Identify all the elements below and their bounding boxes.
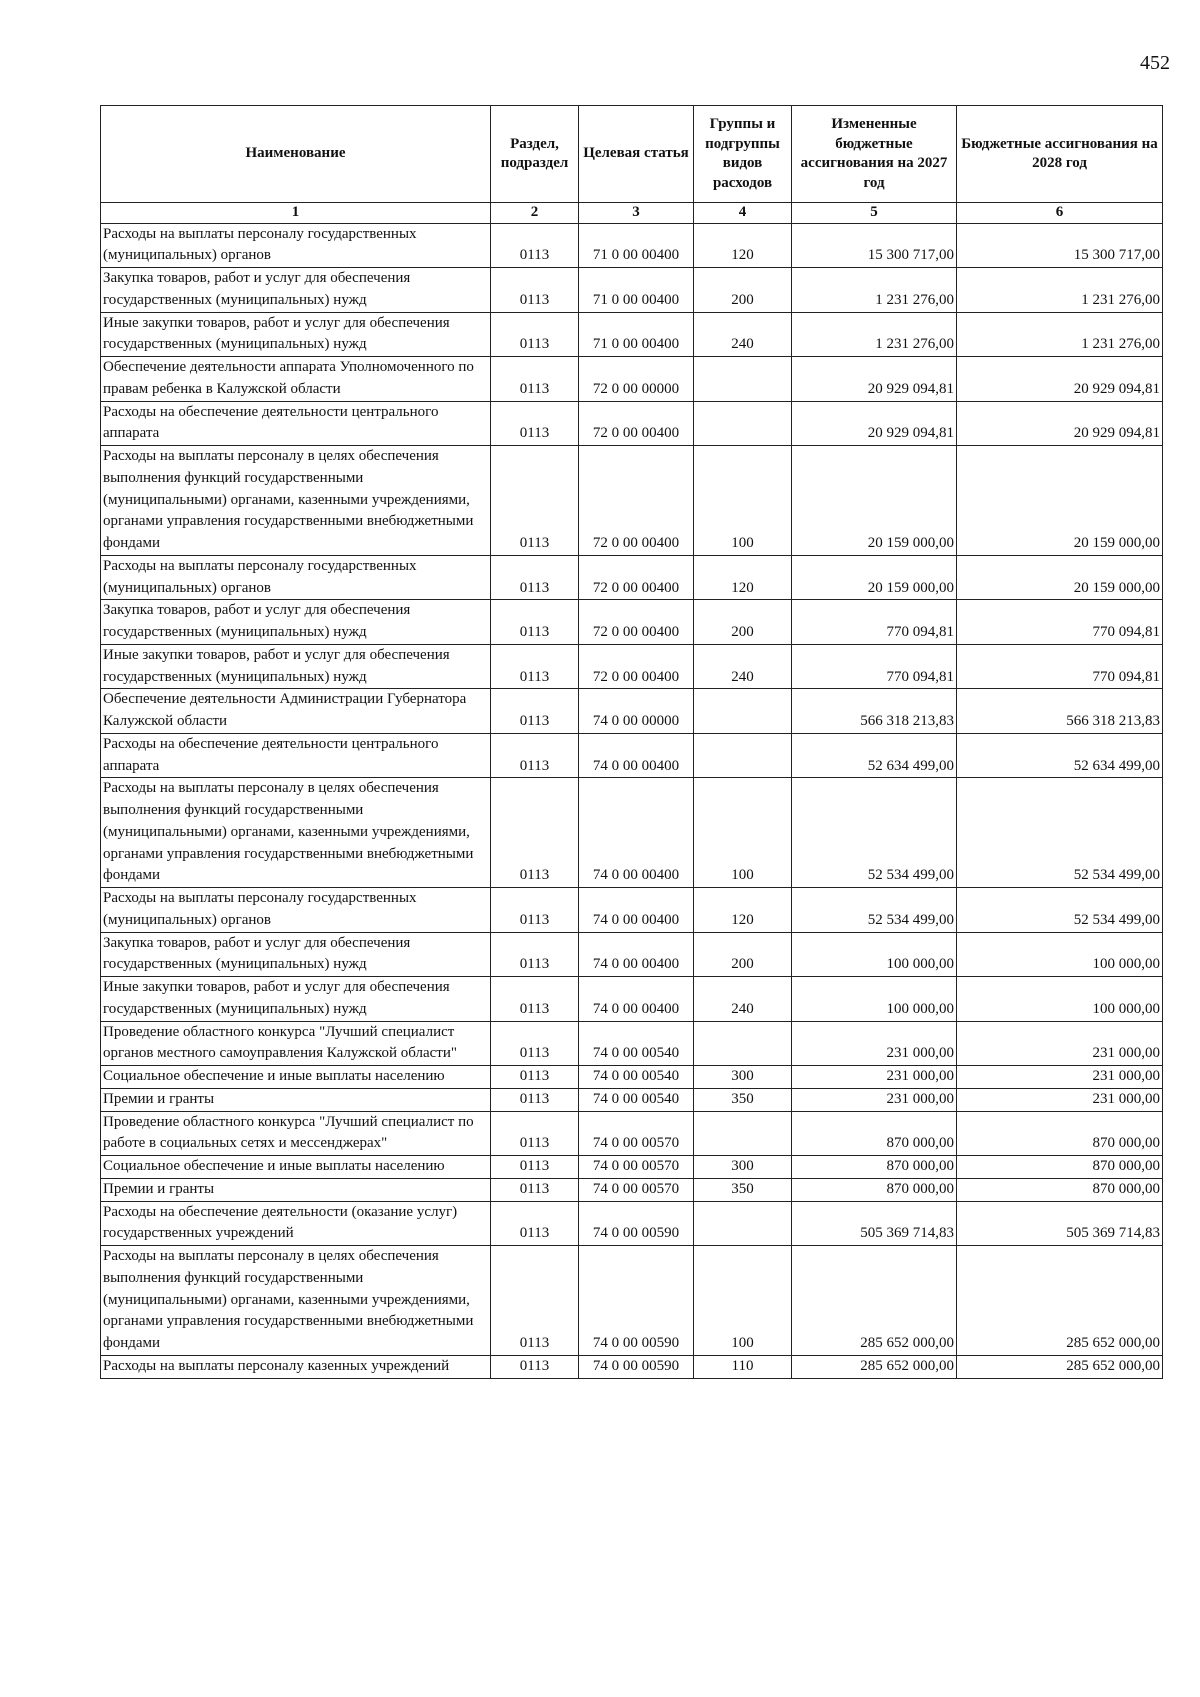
table-row — [101, 733, 1163, 778]
row-group: 100 — [694, 446, 792, 556]
header-changed-2027: Измененные бюджетные ассигнования на 2027 год — [792, 106, 957, 203]
row-article: 72 0 00 00400 — [579, 446, 694, 556]
table-row — [101, 977, 1163, 1022]
row-group: 240 — [694, 644, 792, 689]
table-row — [101, 1201, 1163, 1246]
table-row — [101, 1246, 1163, 1356]
row-section: 0113 — [491, 689, 579, 734]
row-article: 74 0 00 00000 — [579, 689, 694, 734]
row-article: 74 0 00 00400 — [579, 888, 694, 933]
row-name: Расходы на выплаты персоналу казенных учреждений — [101, 1355, 491, 1378]
table-row — [101, 888, 1163, 933]
row-amount-2027: 870 000,00 — [792, 1178, 957, 1201]
row-article: 74 0 00 00400 — [579, 977, 694, 1022]
row-section: 0113 — [491, 555, 579, 600]
row-amount-2028: 1 231 276,00 — [957, 312, 1163, 357]
table-row — [101, 555, 1163, 600]
row-section: 0113 — [491, 778, 579, 888]
row-group: 200 — [694, 600, 792, 645]
row-name: Обеспечение деятельности Администрации Губернатора Калужской области — [101, 689, 491, 734]
row-article: 74 0 00 00590 — [579, 1201, 694, 1246]
column-number: 4 — [694, 203, 792, 224]
row-amount-2027: 20 159 000,00 — [792, 446, 957, 556]
row-amount-2027: 52 534 499,00 — [792, 778, 957, 888]
row-group: 300 — [694, 1066, 792, 1089]
row-group: 120 — [694, 888, 792, 933]
row-section: 0113 — [491, 932, 579, 977]
table-row — [101, 932, 1163, 977]
row-article: 74 0 00 00590 — [579, 1246, 694, 1356]
row-amount-2027: 1 231 276,00 — [792, 312, 957, 357]
row-name: Премии и гранты — [101, 1178, 491, 1201]
row-article: 72 0 00 00400 — [579, 401, 694, 446]
row-section: 0113 — [491, 1021, 579, 1066]
header-budget-2028: Бюджетные ассигнования на 2028 год — [957, 106, 1163, 203]
row-name: Расходы на выплаты персоналу в целях обеспечения выполнения функций государственными (муниципальными) органами, казенными учреждениями, органами управления государственными внебюджетными фондами — [101, 1246, 491, 1356]
row-article: 72 0 00 00400 — [579, 600, 694, 645]
row-group — [694, 357, 792, 402]
row-section: 0113 — [491, 1201, 579, 1246]
row-amount-2028: 285 652 000,00 — [957, 1246, 1163, 1356]
row-amount-2028: 52 634 499,00 — [957, 733, 1163, 778]
table-row — [101, 1355, 1163, 1378]
row-article: 74 0 00 00540 — [579, 1066, 694, 1089]
table-row — [101, 357, 1163, 402]
row-group: 120 — [694, 223, 792, 268]
row-group — [694, 401, 792, 446]
row-name: Иные закупки товаров, работ и услуг для обеспечения государственных (муниципальных) нужд — [101, 977, 491, 1022]
row-group: 110 — [694, 1355, 792, 1378]
row-article: 74 0 00 00540 — [579, 1021, 694, 1066]
budget-table — [100, 105, 1163, 1379]
row-name: Расходы на выплаты персоналу в целях обеспечения выполнения функций государственными (муниципальными) органами, казенными учреждениями, органами управления государственными внебюджетными фондами — [101, 778, 491, 888]
table-row — [101, 600, 1163, 645]
row-amount-2027: 20 929 094,81 — [792, 357, 957, 402]
row-amount-2028: 231 000,00 — [957, 1021, 1163, 1066]
row-section: 0113 — [491, 1088, 579, 1111]
row-group: 240 — [694, 977, 792, 1022]
row-name: Закупка товаров, работ и услуг для обеспечения государственных (муниципальных) нужд — [101, 932, 491, 977]
row-amount-2027: 231 000,00 — [792, 1088, 957, 1111]
row-section: 0113 — [491, 223, 579, 268]
row-name: Иные закупки товаров, работ и услуг для обеспечения государственных (муниципальных) нужд — [101, 312, 491, 357]
row-section: 0113 — [491, 1246, 579, 1356]
table-body — [101, 223, 1163, 1378]
row-amount-2028: 15 300 717,00 — [957, 223, 1163, 268]
row-name: Расходы на выплаты персоналу государственных (муниципальных) органов — [101, 888, 491, 933]
row-name: Расходы на обеспечение деятельности (оказание услуг) государственных учреждений — [101, 1201, 491, 1246]
table-row — [101, 1021, 1163, 1066]
row-name: Проведение областного конкурса "Лучший специалист по работе в социальных сетях и мессенджерах" — [101, 1111, 491, 1156]
row-amount-2028: 285 652 000,00 — [957, 1355, 1163, 1378]
row-section: 0113 — [491, 312, 579, 357]
row-amount-2028: 100 000,00 — [957, 932, 1163, 977]
column-number: 5 — [792, 203, 957, 224]
row-group — [694, 689, 792, 734]
table-row — [101, 1156, 1163, 1179]
row-amount-2028: 20 929 094,81 — [957, 401, 1163, 446]
row-amount-2027: 15 300 717,00 — [792, 223, 957, 268]
row-amount-2028: 100 000,00 — [957, 977, 1163, 1022]
row-group — [694, 1111, 792, 1156]
row-group: 240 — [694, 312, 792, 357]
row-section: 0113 — [491, 357, 579, 402]
row-article: 72 0 00 00400 — [579, 644, 694, 689]
row-article: 71 0 00 00400 — [579, 268, 694, 313]
row-section: 0113 — [491, 644, 579, 689]
table-row — [101, 446, 1163, 556]
row-article: 74 0 00 00400 — [579, 733, 694, 778]
row-amount-2027: 100 000,00 — [792, 932, 957, 977]
row-amount-2027: 870 000,00 — [792, 1111, 957, 1156]
row-group: 350 — [694, 1088, 792, 1111]
row-name: Премии и гранты — [101, 1088, 491, 1111]
row-section: 0113 — [491, 401, 579, 446]
column-number: 2 — [491, 203, 579, 224]
table-header-row — [101, 106, 1163, 203]
row-amount-2027: 20 929 094,81 — [792, 401, 957, 446]
row-name: Социальное обеспечение и иные выплаты населению — [101, 1156, 491, 1179]
row-amount-2027: 52 634 499,00 — [792, 733, 957, 778]
row-amount-2028: 505 369 714,83 — [957, 1201, 1163, 1246]
row-section: 0113 — [491, 1355, 579, 1378]
row-group — [694, 1021, 792, 1066]
row-amount-2027: 231 000,00 — [792, 1021, 957, 1066]
row-amount-2027: 1 231 276,00 — [792, 268, 957, 313]
row-name: Закупка товаров, работ и услуг для обеспечения государственных (муниципальных) нужд — [101, 268, 491, 313]
row-name: Проведение областного конкурса "Лучший специалист органов местного самоуправления Калужской области" — [101, 1021, 491, 1066]
row-amount-2028: 870 000,00 — [957, 1111, 1163, 1156]
row-group: 100 — [694, 1246, 792, 1356]
column-number: 6 — [957, 203, 1163, 224]
row-amount-2028: 566 318 213,83 — [957, 689, 1163, 734]
row-amount-2028: 231 000,00 — [957, 1088, 1163, 1111]
header-article: Целевая статья — [579, 106, 694, 203]
row-amount-2027: 100 000,00 — [792, 977, 957, 1022]
row-amount-2028: 231 000,00 — [957, 1066, 1163, 1089]
row-amount-2027: 566 318 213,83 — [792, 689, 957, 734]
header-section: Раздел, подраздел — [491, 106, 579, 203]
row-name: Закупка товаров, работ и услуг для обеспечения государственных (муниципальных) нужд — [101, 600, 491, 645]
row-amount-2027: 231 000,00 — [792, 1066, 957, 1089]
row-section: 0113 — [491, 1156, 579, 1179]
row-amount-2027: 285 652 000,00 — [792, 1355, 957, 1378]
row-section: 0113 — [491, 268, 579, 313]
row-amount-2028: 52 534 499,00 — [957, 888, 1163, 933]
row-amount-2028: 52 534 499,00 — [957, 778, 1163, 888]
column-number-row — [101, 203, 1163, 224]
row-amount-2027: 505 369 714,83 — [792, 1201, 957, 1246]
table-row — [101, 223, 1163, 268]
row-group: 300 — [694, 1156, 792, 1179]
row-group: 200 — [694, 932, 792, 977]
page-number: 452 — [1140, 52, 1170, 74]
row-section: 0113 — [491, 1066, 579, 1089]
row-amount-2027: 770 094,81 — [792, 600, 957, 645]
row-name: Иные закупки товаров, работ и услуг для обеспечения государственных (муниципальных) нужд — [101, 644, 491, 689]
table-row — [101, 268, 1163, 313]
row-name: Расходы на обеспечение деятельности центрального аппарата — [101, 733, 491, 778]
row-article: 74 0 00 00590 — [579, 1355, 694, 1378]
table-row — [101, 1111, 1163, 1156]
row-name: Расходы на выплаты персоналу государственных (муниципальных) органов — [101, 223, 491, 268]
row-group — [694, 1201, 792, 1246]
row-amount-2028: 770 094,81 — [957, 644, 1163, 689]
row-article: 72 0 00 00400 — [579, 555, 694, 600]
row-article: 74 0 00 00570 — [579, 1156, 694, 1179]
table-row — [101, 401, 1163, 446]
row-article: 74 0 00 00570 — [579, 1178, 694, 1201]
table-row — [101, 1178, 1163, 1201]
row-amount-2028: 870 000,00 — [957, 1178, 1163, 1201]
table-row — [101, 312, 1163, 357]
row-section: 0113 — [491, 600, 579, 645]
row-article: 74 0 00 00540 — [579, 1088, 694, 1111]
row-amount-2028: 870 000,00 — [957, 1156, 1163, 1179]
row-name: Расходы на выплаты персоналу государственных (муниципальных) органов — [101, 555, 491, 600]
row-article: 71 0 00 00400 — [579, 223, 694, 268]
row-section: 0113 — [491, 977, 579, 1022]
row-section: 0113 — [491, 1111, 579, 1156]
table-row — [101, 644, 1163, 689]
row-amount-2027: 285 652 000,00 — [792, 1246, 957, 1356]
row-group: 120 — [694, 555, 792, 600]
row-name: Расходы на обеспечение деятельности центрального аппарата — [101, 401, 491, 446]
row-amount-2027: 52 534 499,00 — [792, 888, 957, 933]
row-amount-2027: 20 159 000,00 — [792, 555, 957, 600]
row-name: Расходы на выплаты персоналу в целях обеспечения выполнения функций государственными (муниципальными) органами, казенными учреждениями, органами управления государственными внебюджетными фондами — [101, 446, 491, 556]
row-amount-2027: 870 000,00 — [792, 1156, 957, 1179]
row-section: 0113 — [491, 888, 579, 933]
row-amount-2028: 770 094,81 — [957, 600, 1163, 645]
row-article: 71 0 00 00400 — [579, 312, 694, 357]
row-amount-2028: 1 231 276,00 — [957, 268, 1163, 313]
table-row — [101, 1088, 1163, 1111]
header-name: Наименование — [101, 106, 491, 203]
table-row — [101, 778, 1163, 888]
row-amount-2028: 20 929 094,81 — [957, 357, 1163, 402]
row-amount-2028: 20 159 000,00 — [957, 555, 1163, 600]
row-article: 74 0 00 00400 — [579, 932, 694, 977]
row-section: 0113 — [491, 1178, 579, 1201]
row-article: 72 0 00 00000 — [579, 357, 694, 402]
row-article: 74 0 00 00400 — [579, 778, 694, 888]
row-group — [694, 733, 792, 778]
row-group: 200 — [694, 268, 792, 313]
row-group: 100 — [694, 778, 792, 888]
row-section: 0113 — [491, 733, 579, 778]
row-name: Социальное обеспечение и иные выплаты населению — [101, 1066, 491, 1089]
row-article: 74 0 00 00570 — [579, 1111, 694, 1156]
table-row — [101, 1066, 1163, 1089]
row-amount-2028: 20 159 000,00 — [957, 446, 1163, 556]
column-number: 1 — [101, 203, 491, 224]
header-group: Группы и подгруппы видов расходов — [694, 106, 792, 203]
row-section: 0113 — [491, 446, 579, 556]
column-number: 3 — [579, 203, 694, 224]
row-amount-2027: 770 094,81 — [792, 644, 957, 689]
row-name: Обеспечение деятельности аппарата Уполномоченного по правам ребенка в Калужской области — [101, 357, 491, 402]
row-group: 350 — [694, 1178, 792, 1201]
table-row — [101, 689, 1163, 734]
